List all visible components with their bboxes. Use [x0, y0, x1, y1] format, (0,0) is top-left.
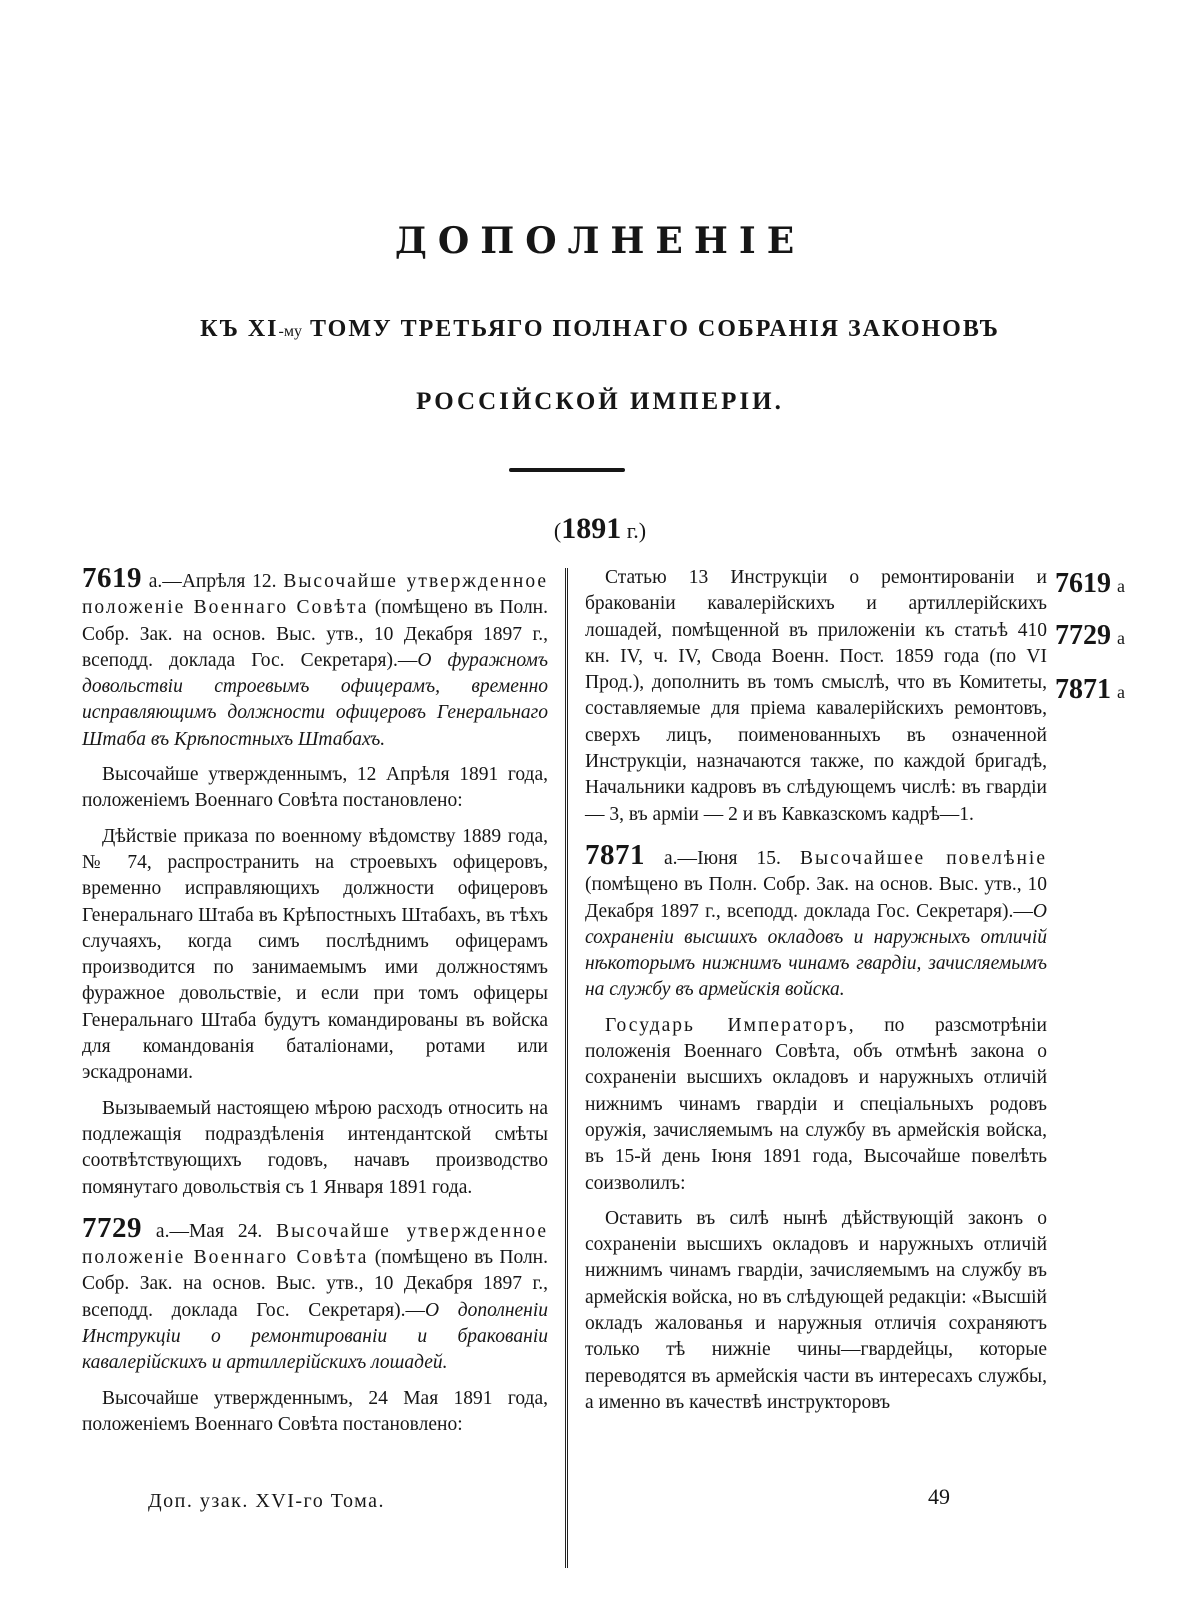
subtitle-pre: КЪ XI [200, 316, 279, 342]
article-7729-para-1: Высочайше утвержденнымъ, 24 Мая 1891 года, положеніемъ Военнаго Совѣта постановлено: [82, 1387, 548, 1435]
year-number: 1891 [561, 512, 622, 545]
publication-info: (помѣщено въ Полн. Собр. Зак. на основ. Выс. утв., 10 Декабря 1897 г., всеподд. доклада Гос. Секретаря).— [82, 1247, 548, 1321]
supplement-title: ДОПОЛНЕНІЕ [394, 220, 806, 262]
publication-info: (помѣщено въ Полн. Собр. Зак. на основ. Выс. утв., 10 Декабря 1897 г., всеподд. доклада Гос. Секретаря).— [585, 874, 1047, 922]
subtitle-post: ТОМУ ТРЕТЬЯГО ПОЛНАГО СОБРАНІЯ ЗАКОНОВЪ [301, 316, 1000, 342]
article-7871-heading [585, 838, 1047, 1004]
decree-type: Высочайше утвержденное положеніе Военнаго Совѣта [82, 571, 548, 619]
article-number: 7871 [585, 838, 645, 871]
margin-number: 7729 [1055, 620, 1111, 651]
para-text: , по разсмотрѣніи положенія Военнаго Совѣта, объ отмѣнѣ закона о сохраненіи высшихъ окладовъ и наружныхъ отличій нижнимъ чинамъ гвардіи и спеціальныхъ родовъ оружія, зачисляемымъ на службу въ армейскія войска, въ 15-й день Іюня 1891 года, Высочайше повелѣть соизволилъ: [585, 1014, 1047, 1194]
article-summary: О дополненіи Инструкціи о ремонтированіи и браковaніи кавалерійскихъ и артиллерійскихъ лошадей. [82, 1299, 549, 1374]
year-heading [0, 512, 1200, 546]
article-7619-para-3: Вызываемый настоящею мѣрою расходъ относить на подлежащія подраздѣленія интендантской смѣты соотвѣтствующихъ годовъ, начавъ производство помянутаго довольствія съ 1 Января 1891 года. [82, 1097, 548, 1198]
year-suffix: г.) [621, 518, 647, 543]
article-7729-heading [82, 1211, 549, 1377]
margin-number: 7619 [1055, 568, 1111, 599]
article-7619-heading [82, 562, 548, 753]
margin-suffix: а [1117, 628, 1125, 648]
page-number: 49 [928, 1484, 950, 1509]
margin-article-ref [1055, 620, 1125, 652]
article-date: Мая 24. [188, 1220, 263, 1242]
article-number: 7619 [82, 562, 142, 594]
margin-number: 7871 [1055, 674, 1111, 705]
emperor-title: Государь Императоръ [605, 1014, 849, 1036]
article-suffix: а.— [142, 571, 182, 592]
article-7871-para-1 [585, 1013, 1047, 1197]
margin-suffix: а [1117, 576, 1125, 596]
column-divider [565, 568, 568, 1568]
article-summary: О сохраненіи высшихъ окладовъ и наружныхъ отличій нѣкоторымъ нижнимъ чинамъ гвардіи, зачисляемымъ на службу въ армейскія войска. [585, 900, 1047, 1001]
article-date: Апрѣля 12. [181, 571, 277, 592]
decree-type: Высочайше утвержденное положеніе Военнаго Совѣта [82, 1220, 549, 1269]
margin-article-ref [1055, 568, 1125, 600]
article-suffix: а.— [142, 1220, 189, 1242]
year-open: ( [553, 518, 562, 543]
article-7619-para-1: Высочайше утвержденнымъ, 12 Апрѣля 1891 года, положеніемъ Военнаго Совѣта постановлено: [82, 764, 548, 812]
publication-info: (помѣщено въ Полн. Собр. Зак. на основ. Выс. утв., 10 Декабря 1897 г., всеподд. доклада Гос. Секретаря).— [82, 597, 548, 671]
margin-article-ref [1055, 674, 1125, 706]
supplement-subtitle-2: РОССІЙСКОЙ ИМПЕРІИ. [416, 388, 784, 415]
subtitle-sup: -му [278, 323, 302, 340]
article-7619-para-2: Дѣйствіе приказа по военному вѣдомству 1889 года, № 74, распространить на строевыхъ офицеровъ, временно исправляющихъ должности офицеровъ Генеральнаго Штаба въ Крѣпостныхъ Штабахъ, въ тѣхъ случаяхъ, когда симъ послѣднимъ офицерамъ производится по занимаемымъ ими должностямъ фуражное довольствіе, и если при томъ офицеры Генеральнаго Штаба будутъ командированы въ войска для командованія баталіонами, ротами или эскадронами. [82, 825, 548, 1084]
supplement-subtitle [0, 316, 1200, 343]
article-7871-para-2: Оставить въ силѣ нынѣ дѣйствующій законъ о сохраненіи высшихъ окладовъ и наружныхъ отличій нижнимъ чинамъ гвардіи, зачисляемымъ на службу въ армейскія войска, но въ слѣдующей редакціи: «Высшій окладъ жалованья и наружныя отличія сохраняютъ только тѣ нижніе чины—гвардейцы, которые переводятся въ армейскія части въ интересахъ службы, а именно въ качествѣ инструкторовъ [585, 1207, 1047, 1413]
footer-note: Доп. узак. XVI-го Тома. [148, 1490, 385, 1512]
title-rule [509, 468, 625, 472]
article-number: 7729 [82, 1211, 142, 1244]
left-column [82, 562, 549, 1447]
right-column [585, 565, 1047, 1425]
margin-suffix: а [1117, 682, 1125, 702]
article-7729-continuation: Статью 13 Инструкціи о ремонтированіи и браковaніи кавалерійскихъ и артиллерійскихъ лошадей, помѣщенной въ приложеніи къ статьѣ 410 кн. IV, ч. IV, Свода Военн. Пост. 1859 года (по VI Прод.), дополнить въ томъ смыслѣ, что въ Комитеты, составляемые для пріема кавалерійскихъ ремонтовъ, сверхъ лицъ, поименованныхъ въ означенной Инструкціи, назначаются также, по каждой бригадѣ, Начальники кадровъ въ слѣдующемъ числѣ: въ гвардіи — 3, въ арміи — 2 и въ Кавказскомъ кадрѣ—1. [585, 567, 1047, 825]
article-summary: О фуражномъ довольствіи строевымъ офицерамъ, временно исправляющимъ должности офицеровъ Генеральнаго Штаба въ Крѣпостныхъ Штабахъ. [82, 649, 548, 750]
article-suffix: а.— [645, 847, 698, 869]
decree-type: Высочайшее повелѣніе [799, 847, 1047, 869]
article-date: Іюня 15. [697, 847, 781, 869]
